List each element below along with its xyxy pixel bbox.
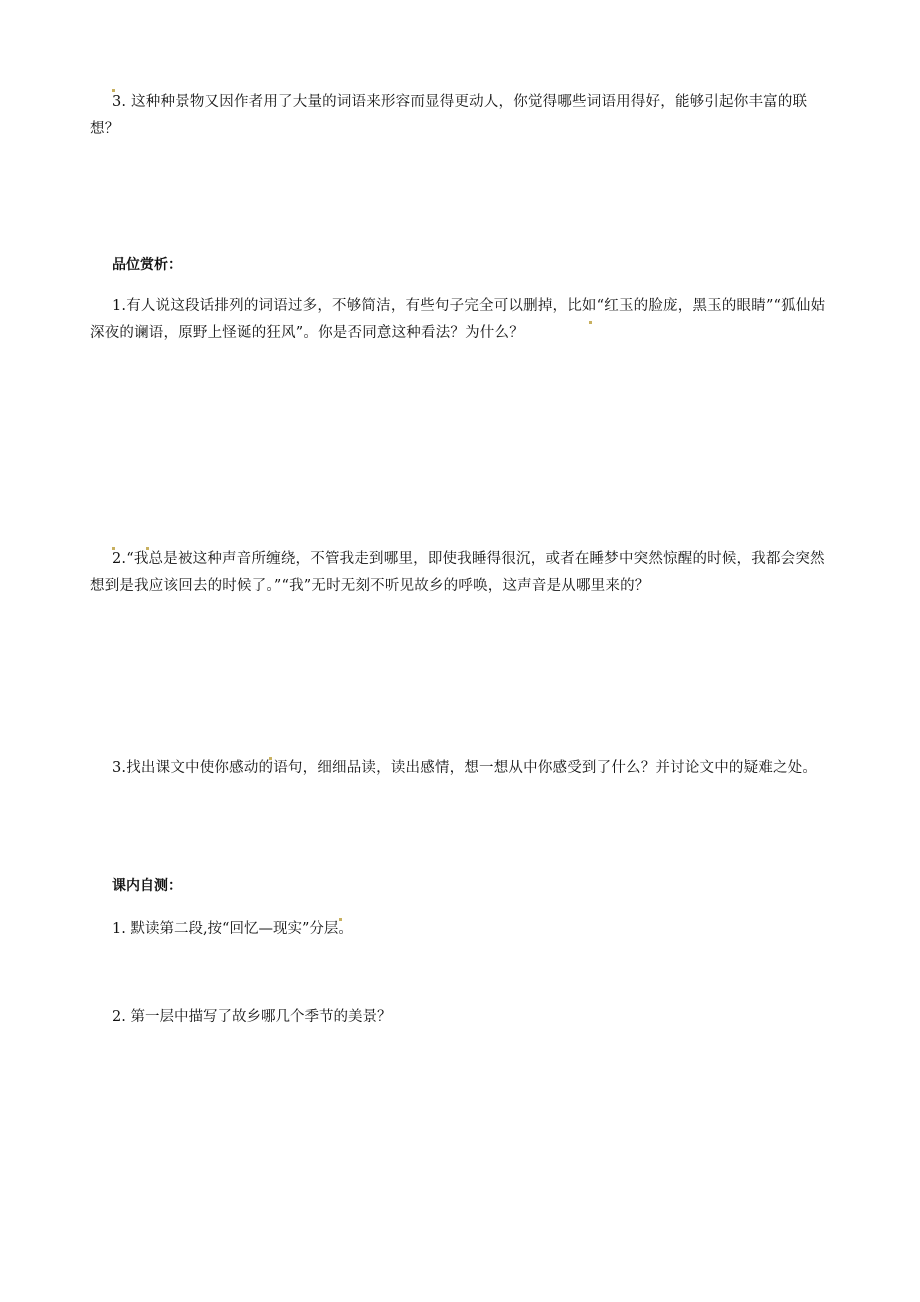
selftest-question-2: 2. 第一层中描写了故乡哪几个季节的美景？ bbox=[112, 1009, 392, 1025]
revision-mark bbox=[589, 321, 592, 324]
revision-mark bbox=[339, 918, 342, 921]
section-heading-selftest: 课内自测： bbox=[112, 878, 182, 894]
revision-mark bbox=[269, 757, 272, 760]
question-3-intro: 3. 这种种景物又因作者用了大量的词语来形容而显得更动人，你觉得哪些词语用得好，能够引起你丰富的联想？ bbox=[90, 94, 808, 137]
appreciation-question-1: 1.有人说这段话排列的词语过多，不够简洁，有些句子完全可以删掉，比如“红玉的脸庞，黑玉的眼睛”“狐仙姑深夜的谰语，原野上怪诞的狂风”。你是否同意这种看法？为什么？ bbox=[90, 298, 826, 341]
appreciation-question-3: 3.找出课文中使你感动的语句，细细品读，读出感情，想一想从中你感受到了什么？并讨论文中的疑难之处。 bbox=[112, 760, 818, 776]
appreciation-question-2: 2.“我总是被这种声音所缠绕，不管我走到哪里，即使我睡得很沉，或者在睡梦中突然惊醒的时候，我都会突然想到是我应该回去的时候了。”“我”无时无刻不听见故乡的呼唤，这声音是从哪里来的？ bbox=[90, 551, 825, 594]
selftest-question-1: 1. 默读第二段,按“回忆—现实”分层。 bbox=[112, 921, 353, 937]
section-heading-appreciation: 品位赏析： bbox=[112, 257, 182, 273]
